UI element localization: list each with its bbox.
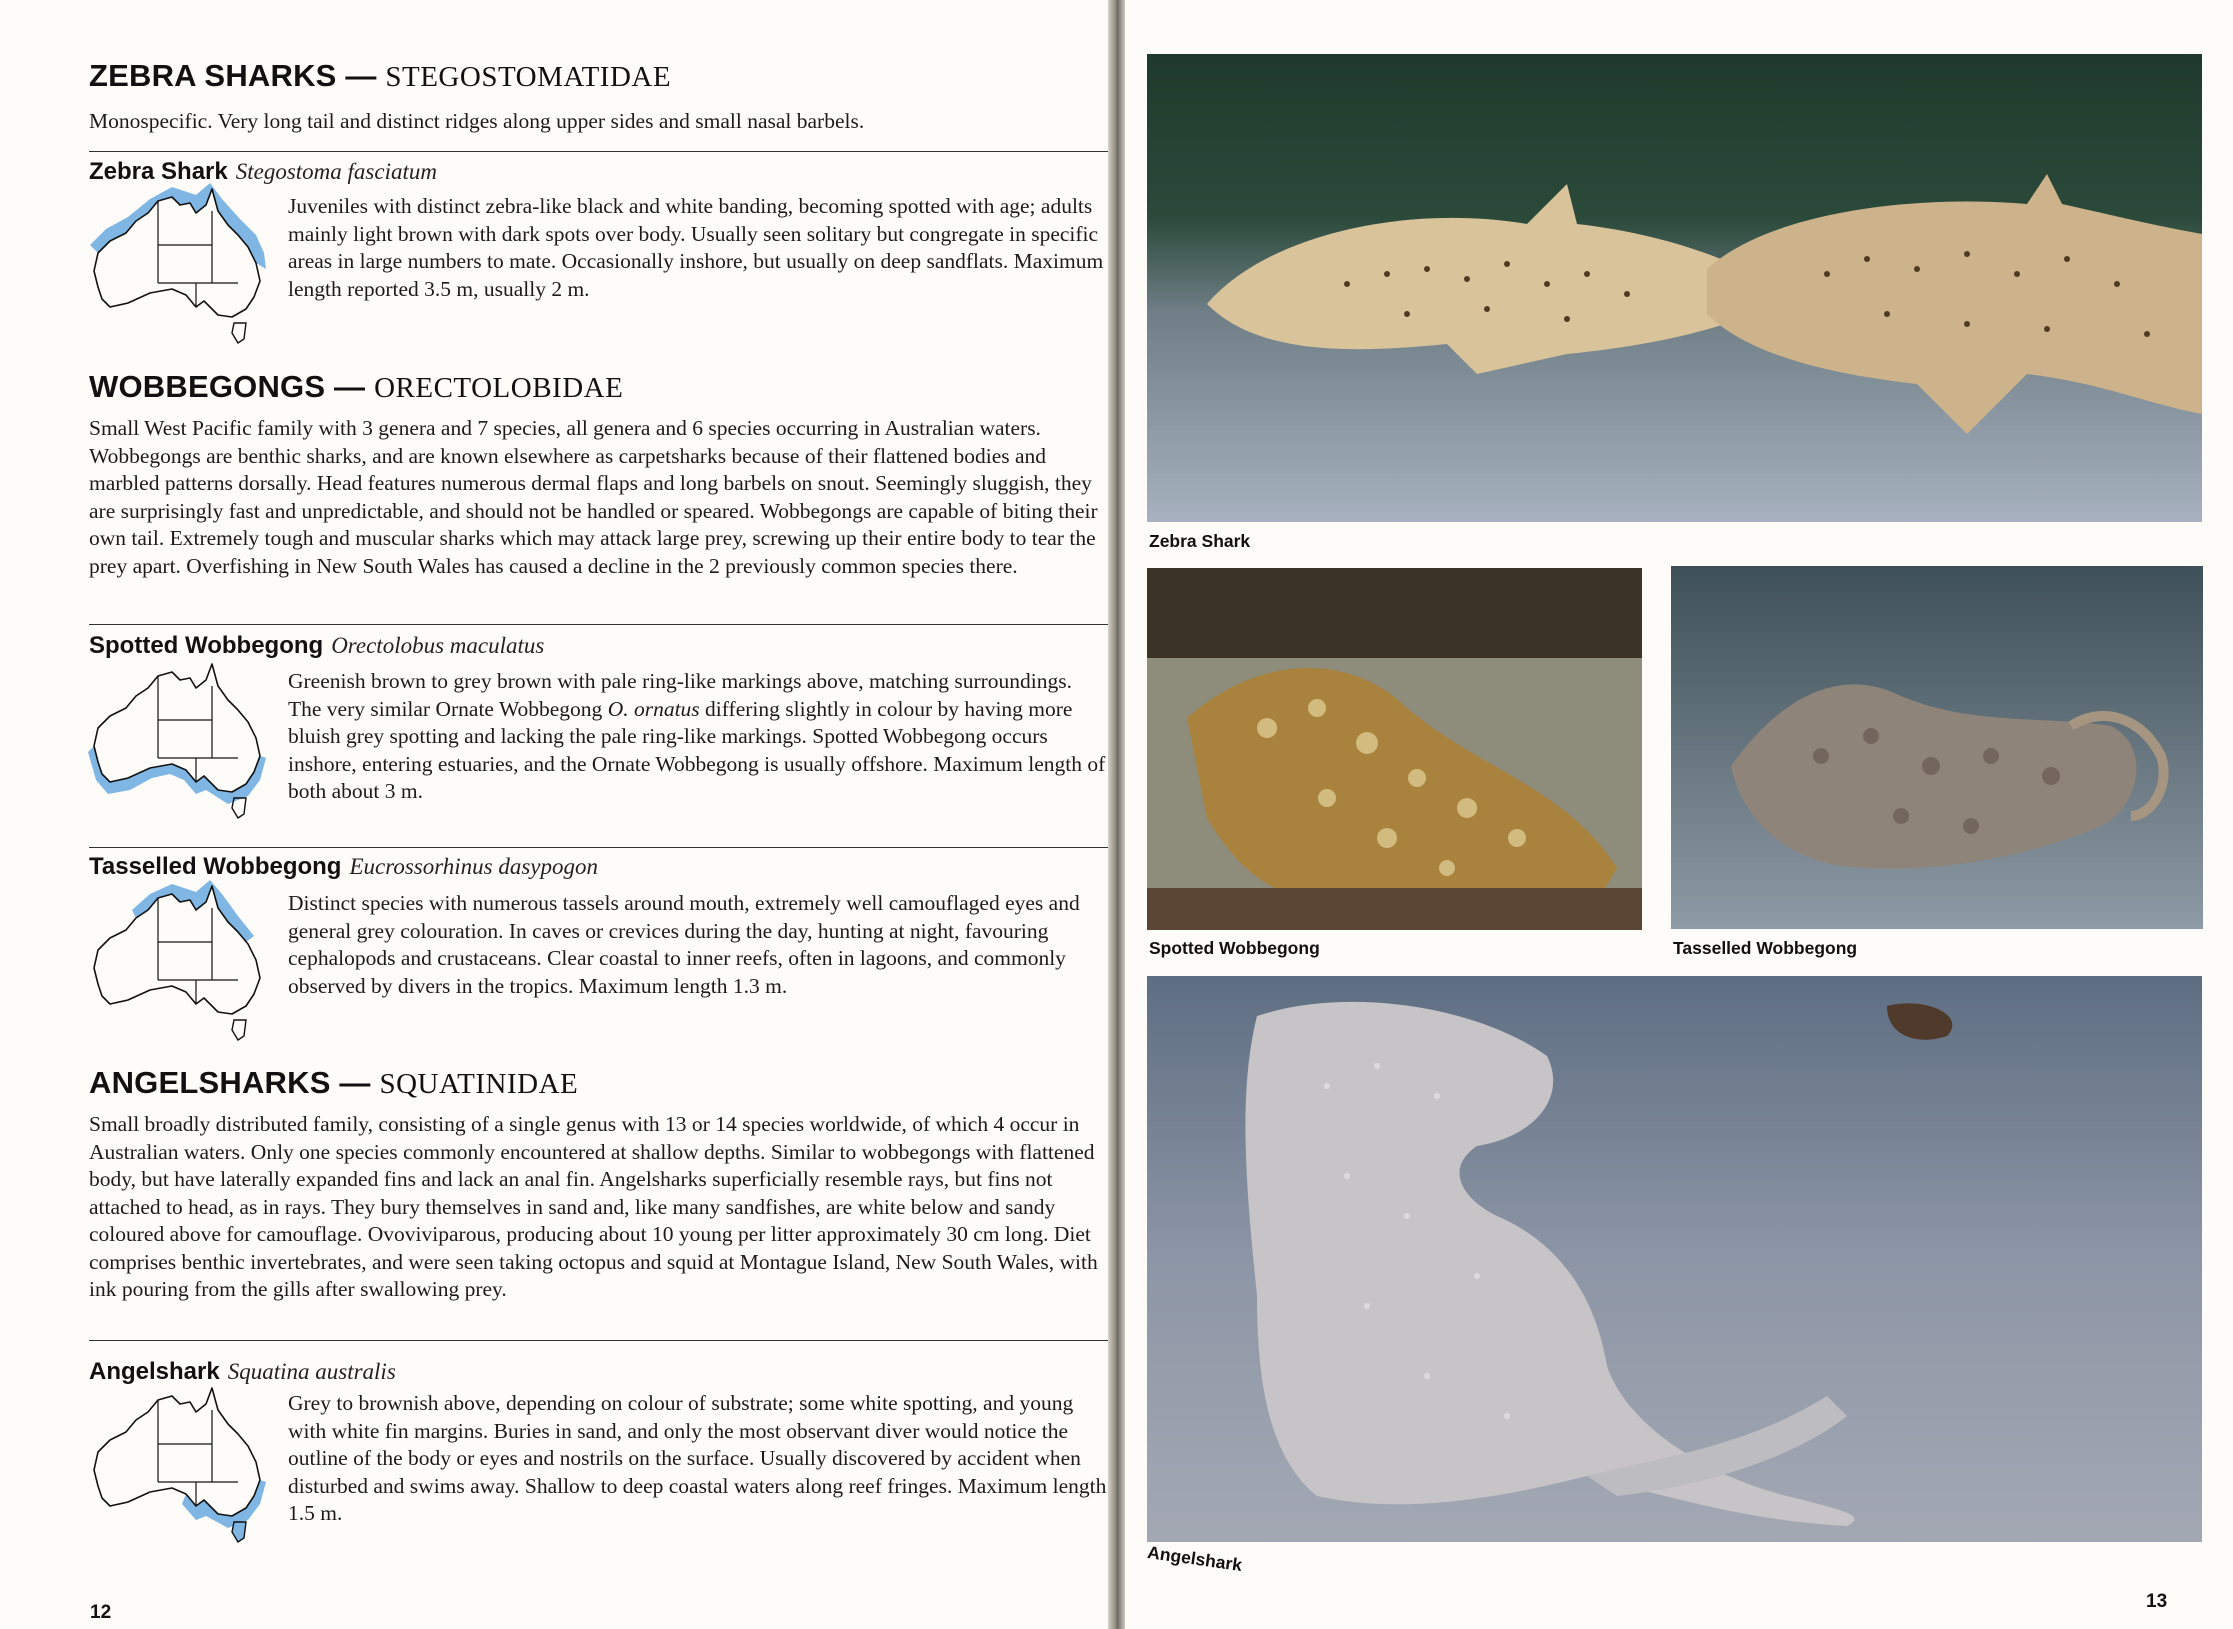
caption-tasselled-wobbegong: Tasselled Wobbegong (1673, 938, 1858, 958)
caption-zebra-shark: Zebra Shark (1149, 531, 1251, 551)
photo-tasselled-wobbegong (1671, 566, 2203, 929)
family-heading-zebra-sharks (89, 58, 671, 94)
family-common-name: ANGELSHARKS — (89, 1065, 380, 1100)
species-heading-zebra-shark (89, 158, 437, 186)
photo-angelshark (1147, 976, 2202, 1542)
divider (89, 151, 1108, 152)
species-heading-tasselled-wobbegong (89, 853, 598, 881)
family-heading-angelsharks (89, 1065, 578, 1101)
page-number: 12 (90, 1602, 112, 1623)
distribution-map-zebra-shark (88, 183, 268, 363)
species-description-angelshark: Grey to brownish above, depending on colour of substrate; some white spotting, and young with white fin margins. Buries in sand, and only the most observant diver would notice the outline of the body or eyes and nostrils on the surface. Usually discovered by accident when disturbed and swims away. Shallow to deep coastal waters along reef fringes. Maximum length 1.5 m. (288, 1391, 1107, 1525)
species-description-zebra-shark: Juveniles with distinct zebra-like black and white banding, becoming spotted with age; adults mainly light brown with dark spots over body. Usually seen solitary but congregate in specific areas in large numbers to mate. Occasionally inshore, but usually on deep sandflats. Maximum length reported 3.5 m, usually 2 m. (288, 194, 1104, 301)
distribution-map-spotted-wobbegong (88, 658, 268, 838)
page-number: 13 (2146, 1591, 2168, 1612)
range-shading (90, 183, 266, 269)
family-description-zebra-sharks: Monospecific. Very long tail and distinct ridges along upper sides and small nasal barbels. (89, 109, 865, 133)
species-scientific-name: Squatina australis (227, 1359, 396, 1384)
description-text: differing slightly in colour by having more bluish grey spotting and lacking the pale ring-like markings. Spotted Wobbegong occurs inshore, entering estuaries, and the Ornate Wobbegong is usually offshore. Maximum length of both about 3 m. (288, 696, 1106, 803)
caption-spotted-wobbegong: Spotted Wobbegong (1149, 938, 1320, 958)
species-scientific-name: Stegostoma fasciatum (235, 159, 437, 184)
divider (89, 1340, 1108, 1341)
species-description-tasselled-wobbegong: Distinct species with numerous tassels around mouth, extremely well camouflaged eyes and general grey colouration. In caves or crevices during the day, hunting at night, favouring cephalopods and crustaceans. Clear coastal to inner reefs, often in lagoons, and commonly observed by divers in the tropics. Maximum length 1.3 m. (288, 891, 1080, 998)
species-common-name: Tasselled Wobbegong (89, 853, 342, 880)
distribution-map-angelshark (88, 1382, 268, 1562)
species-common-name: Zebra Shark (89, 158, 228, 185)
species-scientific-name: Orectolobus maculatus (331, 633, 545, 658)
family-description-angelsharks: Small broadly distributed family, consisting of a single genus with 13 or 14 species worldwide, of which 4 occur in Australian waters. Only one species commonly encountered at shallow depths. Similar to wobbegongs with flattened body, but have laterally expanded fins and lack an anal fin. Angelsharks superficially resemble rays, but fins not attached to head, as in rays. They bury themselves in sand and, like many sandfishes, are white below and sandy coloured above for camouflage. Ovoviviparous, producing about 10 young per litter approximately 30 cm long. Diet comprises benthic invertebrates, and were seen taking octopus and squid at Montague Island, New South Wales, with ink pouring from the gills after swallowing prey. (89, 1112, 1098, 1301)
distribution-map-tasselled-wobbegong (88, 880, 268, 1060)
species-common-name: Angelshark (89, 1358, 220, 1385)
description-text: Greenish brown to grey brown with pale ring-like markings above, matching surroundings. The very similar Ornate Wobbegong (288, 669, 1072, 721)
family-latin-name: ORECTOLOBIDAE (374, 372, 624, 404)
family-latin-name: STEGOSTOMATIDAE (385, 61, 672, 93)
species-description-spotted-wobbegong (288, 668, 1108, 806)
species-heading-spotted-wobbegong (89, 632, 544, 660)
book-gutter (1108, 0, 1125, 1629)
family-common-name: ZEBRA SHARKS — (89, 58, 386, 93)
range-shading (132, 880, 254, 942)
divider (89, 847, 1108, 848)
left-page (0, 0, 1108, 1629)
family-heading-wobbegongs (89, 369, 623, 405)
description-italic-name: O. ornatus (607, 696, 700, 721)
caption-angelshark: Angelshark (1146, 1542, 1244, 1576)
family-common-name: WOBBEGONGS — (89, 369, 375, 404)
species-scientific-name: Eucrossorhinus dasypogon (349, 854, 599, 879)
photo-spotted-wobbegong (1147, 568, 1642, 930)
right-page (1125, 0, 2233, 1629)
species-common-name: Spotted Wobbegong (89, 632, 324, 659)
range-shading (88, 746, 266, 804)
family-latin-name: SQUATINIDAE (379, 1068, 579, 1100)
photo-zebra-shark (1147, 54, 2202, 522)
family-description-wobbegongs: Small West Pacific family with 3 genera and 7 species, all genera and 6 species occurring in Australian waters. Wobbegongs are benthic sharks, and are known elsewhere as carpetsharks because of their flattened bodies and marbled patterns dorsally. Head features numerous dermal flaps and long barbels on snout. Seemingly sluggish, they are surprisingly fast and unpredictable, and should not be handled or speared. Wobbegongs are capable of biting their own tail. Extremely tough and muscular sharks which may attack large prey, screwing up their entire body to tear the prey apart. Overfishing in New South Wales has caused a decline in the 2 previously common species there. (89, 416, 1098, 578)
divider (89, 624, 1108, 625)
